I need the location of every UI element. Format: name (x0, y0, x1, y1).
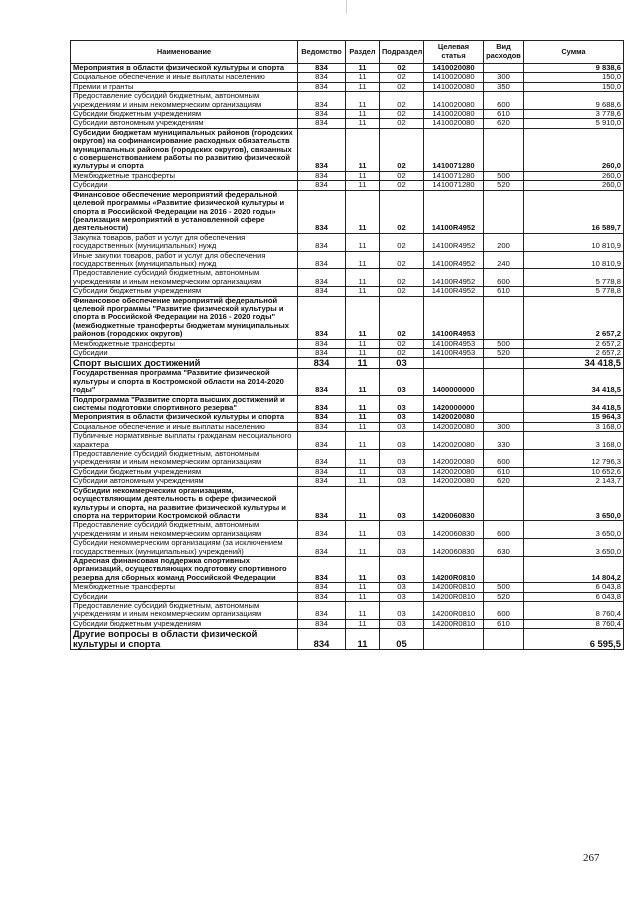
row-dept-cell: 834 (298, 539, 346, 557)
table-row (71, 269, 624, 287)
row-expense-type-cell: 350 (484, 82, 524, 91)
row-article-cell: 14100R4952 (424, 287, 484, 296)
row-name-cell: Субсидии бюджетным учреждениям (71, 467, 298, 476)
row-section-cell: 11 (346, 110, 380, 119)
row-dept-cell: 834 (298, 601, 346, 619)
row-section-cell: 11 (346, 296, 380, 339)
row-subsection-cell: 02 (380, 92, 424, 110)
row-name-cell: Предоставление субсидий бюджетным, автономным учреждениям и иным некоммерческим организациям (71, 269, 298, 287)
row-section-cell: 11 (346, 619, 380, 628)
row-subsection-cell: 02 (380, 339, 424, 348)
row-article-cell: 1420020080 (424, 477, 484, 486)
row-subsection-cell: 03 (380, 583, 424, 592)
row-section-cell: 11 (346, 556, 380, 582)
row-section-cell: 11 (346, 349, 380, 358)
row-article-cell: 14200R0810 (424, 601, 484, 619)
row-sum-cell: 14 804,2 (524, 556, 624, 582)
row-name-cell: Социальное обеспечение и иные выплаты населению (71, 422, 298, 431)
row-section-cell: 11 (346, 119, 380, 128)
row-section-cell: 11 (346, 92, 380, 110)
row-section-cell: 11 (346, 539, 380, 557)
row-article-cell: 1410020080 (424, 82, 484, 91)
row-sum-cell: 2 657,2 (524, 349, 624, 358)
row-sum-cell: 2 657,2 (524, 339, 624, 348)
row-dept-cell: 834 (298, 128, 346, 171)
row-article-cell: 14100R4952 (424, 269, 484, 287)
row-section-cell: 11 (346, 171, 380, 180)
row-article-cell: 1420060830 (424, 539, 484, 557)
row-expense-type-cell: 500 (484, 583, 524, 592)
budget-table (70, 40, 624, 650)
row-section-cell: 11 (346, 477, 380, 486)
row-article-cell: 1420000000 (424, 395, 484, 413)
row-section-cell: 11 (346, 601, 380, 619)
row-dept-cell: 834 (298, 450, 346, 468)
table-row (71, 339, 624, 348)
row-sum-cell: 16 589,7 (524, 190, 624, 233)
row-name-cell: Субсидии автономным учреждениям (71, 477, 298, 486)
row-article-cell (424, 629, 484, 650)
row-name-cell: Мероприятия в области физической культуры и спорта (71, 64, 298, 73)
row-subsection-cell: 03 (380, 395, 424, 413)
table-row (71, 128, 624, 171)
row-section-cell: 11 (346, 190, 380, 233)
row-article-cell: 1410020080 (424, 64, 484, 73)
row-subsection-cell: 03 (380, 467, 424, 476)
table-row (71, 583, 624, 592)
row-sum-cell: 3 778,6 (524, 110, 624, 119)
table-row (71, 287, 624, 296)
row-sum-cell: 3 650,0 (524, 486, 624, 521)
row-subsection-cell: 03 (380, 369, 424, 395)
row-dept-cell: 834 (298, 287, 346, 296)
table-row (71, 296, 624, 339)
row-article-cell: 1410020080 (424, 92, 484, 110)
row-expense-type-cell: 500 (484, 339, 524, 348)
table-row (71, 181, 624, 190)
header-expense-type: Вид расходов (484, 41, 524, 64)
row-expense-type-cell: 300 (484, 73, 524, 82)
row-subsection-cell: 03 (380, 450, 424, 468)
row-section-cell: 11 (346, 467, 380, 476)
table-row (71, 395, 624, 413)
table-row (71, 413, 624, 422)
header-subsection: Подраздел (380, 41, 424, 64)
row-subsection-cell: 03 (380, 358, 424, 369)
row-expense-type-cell (484, 556, 524, 582)
row-name-cell: Государственная программа "Развитие физической культуры и спорта в Костромской области на 2014-2020 годы" (71, 369, 298, 395)
row-expense-type-cell (484, 358, 524, 369)
table-body (71, 64, 624, 650)
header-article: Целевая статья (424, 41, 484, 64)
row-section-cell: 11 (346, 413, 380, 422)
row-dept-cell: 834 (298, 110, 346, 119)
row-name-cell: Межбюджетные трансферты (71, 339, 298, 348)
row-name-cell: Предоставление субсидий бюджетным, автономным учреждениям и иным некоммерческим организациям (71, 521, 298, 539)
row-article-cell: 14100R4952 (424, 233, 484, 251)
row-dept-cell: 834 (298, 521, 346, 539)
row-article-cell: 1420020080 (424, 467, 484, 476)
row-name-cell: Адресная финансовая поддержка спортивных организаций, осуществляющих подготовку спортивного резерва для сборных команд Российской Федерации (71, 556, 298, 582)
row-name-cell: Субсидии некоммерческим организациям (за исключением государственных (муниципальных) учреждений) (71, 539, 298, 557)
row-name-cell: Публичные нормативные выплаты гражданам несоциального характера (71, 432, 298, 450)
row-dept-cell: 834 (298, 358, 346, 369)
row-sum-cell: 2 657,2 (524, 296, 624, 339)
row-name-cell: Финансовое обеспечение мероприятий федеральной целевой программы «Развитие физической культуры и спорта в Российской Федерации на 2016 - 2020 годы» (реализация мероприятий в установленной сфере деятельности) (71, 190, 298, 233)
row-expense-type-cell: 300 (484, 422, 524, 431)
row-subsection-cell: 02 (380, 251, 424, 269)
row-dept-cell: 834 (298, 395, 346, 413)
row-article-cell: 1420060830 (424, 486, 484, 521)
row-expense-type-cell: 620 (484, 119, 524, 128)
row-subsection-cell: 02 (380, 296, 424, 339)
row-sum-cell: 12 796,3 (524, 450, 624, 468)
row-article-cell: 14200R0810 (424, 583, 484, 592)
row-expense-type-cell: 620 (484, 477, 524, 486)
row-subsection-cell: 03 (380, 413, 424, 422)
row-expense-type-cell: 600 (484, 601, 524, 619)
row-article-cell: 1400000000 (424, 369, 484, 395)
row-dept-cell: 834 (298, 413, 346, 422)
row-sum-cell: 150,0 (524, 73, 624, 82)
row-expense-type-cell (484, 413, 524, 422)
row-subsection-cell: 02 (380, 181, 424, 190)
row-subsection-cell: 02 (380, 269, 424, 287)
row-dept-cell: 834 (298, 251, 346, 269)
row-sum-cell: 3 650,0 (524, 539, 624, 557)
row-section-cell: 11 (346, 521, 380, 539)
row-name-cell: Субсидии бюджетным учреждениям (71, 287, 298, 296)
table-row (71, 450, 624, 468)
row-name-cell: Мероприятия в области физической культуры и спорта (71, 413, 298, 422)
row-section-cell: 11 (346, 450, 380, 468)
row-dept-cell: 834 (298, 432, 346, 450)
table-row (71, 92, 624, 110)
table-header-row (71, 41, 624, 64)
row-sum-cell: 2 143,7 (524, 477, 624, 486)
row-expense-type-cell: 600 (484, 92, 524, 110)
row-section-cell: 11 (346, 251, 380, 269)
row-sum-cell: 260,0 (524, 171, 624, 180)
row-article-cell: 1410071280 (424, 181, 484, 190)
table-row (71, 556, 624, 582)
row-section-cell: 11 (346, 422, 380, 431)
row-subsection-cell: 02 (380, 190, 424, 233)
row-article-cell: 1420060830 (424, 521, 484, 539)
row-article-cell (424, 358, 484, 369)
row-subsection-cell: 03 (380, 601, 424, 619)
row-section-cell: 11 (346, 583, 380, 592)
row-subsection-cell: 03 (380, 592, 424, 601)
row-subsection-cell: 02 (380, 349, 424, 358)
row-expense-type-cell (484, 296, 524, 339)
row-sum-cell: 10 810,9 (524, 233, 624, 251)
row-dept-cell: 834 (298, 422, 346, 431)
row-article-cell: 14100R4953 (424, 296, 484, 339)
row-section-cell: 11 (346, 82, 380, 91)
row-section-cell: 11 (346, 395, 380, 413)
row-sum-cell: 34 418,5 (524, 395, 624, 413)
table-row (71, 358, 624, 369)
row-sum-cell: 5 778,8 (524, 287, 624, 296)
row-expense-type-cell: 520 (484, 349, 524, 358)
row-article-cell: 1420020080 (424, 432, 484, 450)
row-sum-cell: 34 418,5 (524, 358, 624, 369)
row-expense-type-cell: 600 (484, 450, 524, 468)
header-sum: Сумма (524, 41, 624, 64)
row-dept-cell: 834 (298, 190, 346, 233)
row-dept-cell: 834 (298, 92, 346, 110)
row-sum-cell: 8 760,4 (524, 619, 624, 628)
row-name-cell: Субсидии бюджетным учреждениям (71, 110, 298, 119)
row-article-cell: 14100R4953 (424, 339, 484, 348)
table-row (71, 251, 624, 269)
row-dept-cell: 834 (298, 339, 346, 348)
row-dept-cell: 834 (298, 556, 346, 582)
row-name-cell: Субсидии бюджетным учреждениям (71, 619, 298, 628)
row-section-cell: 11 (346, 64, 380, 73)
row-section-cell: 11 (346, 592, 380, 601)
row-dept-cell: 834 (298, 486, 346, 521)
row-article-cell: 1410020080 (424, 119, 484, 128)
table-row (71, 233, 624, 251)
header-section: Раздел (346, 41, 380, 64)
row-expense-type-cell: 240 (484, 251, 524, 269)
row-section-cell: 11 (346, 128, 380, 171)
row-subsection-cell: 03 (380, 486, 424, 521)
row-dept-cell: 834 (298, 171, 346, 180)
row-subsection-cell: 02 (380, 233, 424, 251)
row-name-cell: Предоставление субсидий бюджетным, автономным учреждениям и иным некоммерческим организациям (71, 601, 298, 619)
row-expense-type-cell (484, 486, 524, 521)
row-article-cell: 1410020080 (424, 73, 484, 82)
row-subsection-cell: 02 (380, 171, 424, 180)
row-dept-cell: 834 (298, 629, 346, 650)
row-name-cell: Предоставление субсидий бюджетным, автономным учреждениям и иным некоммерческим организациям (71, 92, 298, 110)
table-row (71, 629, 624, 650)
row-sum-cell: 150,0 (524, 82, 624, 91)
row-name-cell: Межбюджетные трансферты (71, 583, 298, 592)
row-subsection-cell: 03 (380, 521, 424, 539)
row-expense-type-cell: 630 (484, 539, 524, 557)
table-row (71, 477, 624, 486)
row-section-cell: 11 (346, 287, 380, 296)
row-subsection-cell: 03 (380, 422, 424, 431)
header-dept: Ведомство (298, 41, 346, 64)
row-name-cell: Субсидии бюджетам муниципальных районов (городских округов) на софинансирование расходных обязательств муниципальных районов (городских округов), связанных с совершенствованием работы по развитию физической культуры и спорта (71, 128, 298, 171)
row-expense-type-cell: 610 (484, 287, 524, 296)
row-expense-type-cell: 610 (484, 467, 524, 476)
row-section-cell: 11 (346, 369, 380, 395)
row-section-cell: 11 (346, 73, 380, 82)
row-subsection-cell: 02 (380, 110, 424, 119)
row-section-cell: 11 (346, 358, 380, 369)
row-section-cell: 11 (346, 269, 380, 287)
table-row (71, 601, 624, 619)
row-article-cell: 1420020080 (424, 450, 484, 468)
row-dept-cell: 834 (298, 119, 346, 128)
row-subsection-cell: 02 (380, 119, 424, 128)
row-article-cell: 14200R0810 (424, 592, 484, 601)
row-sum-cell: 6 595,5 (524, 629, 624, 650)
row-name-cell: Закупка товаров, работ и услуг для обеспечения государственных (муниципальных) нужд (71, 233, 298, 251)
table-row (71, 73, 624, 82)
row-article-cell: 1420020080 (424, 413, 484, 422)
row-sum-cell: 9 688,6 (524, 92, 624, 110)
row-sum-cell: 10 810,9 (524, 251, 624, 269)
row-sum-cell: 3 168,0 (524, 422, 624, 431)
row-sum-cell: 6 043,8 (524, 592, 624, 601)
row-name-cell: Предоставление субсидий бюджетным, автономным учреждениям и иным некоммерческим организациям (71, 450, 298, 468)
row-expense-type-cell (484, 369, 524, 395)
row-section-cell: 11 (346, 339, 380, 348)
page-number: 267 (583, 852, 600, 864)
row-sum-cell: 260,0 (524, 128, 624, 171)
row-name-cell: Межбюджетные трансферты (71, 171, 298, 180)
row-subsection-cell: 03 (380, 432, 424, 450)
row-dept-cell: 834 (298, 181, 346, 190)
row-article-cell: 14100R4952 (424, 190, 484, 233)
row-subsection-cell: 02 (380, 287, 424, 296)
table-row (71, 171, 624, 180)
row-dept-cell: 834 (298, 583, 346, 592)
table-row (71, 486, 624, 521)
row-name-cell: Субсидии (71, 592, 298, 601)
row-dept-cell: 834 (298, 477, 346, 486)
row-dept-cell: 834 (298, 233, 346, 251)
row-subsection-cell: 03 (380, 619, 424, 628)
row-name-cell: Финансовое обеспечение мероприятий федеральной целевой программы "Развитие физической культуры и спорта в Российской Федерации на 2016 - 2020 годы" (межбюджетные трансферты бюджетам муниципальных районов (городских округов) (71, 296, 298, 339)
table-row (71, 432, 624, 450)
row-dept-cell: 834 (298, 269, 346, 287)
row-subsection-cell: 02 (380, 128, 424, 171)
row-name-cell: Субсидии некоммерческим организациям, осуществляющим деятельность в сфере физической культуры и спорта, на развитие физической культуры и спорта на территории Костромской области (71, 486, 298, 521)
row-article-cell: 1410071280 (424, 171, 484, 180)
row-name-cell: Подпрограмма "Развитие спорта высших достижений и системы подготовки спортивного резерва" (71, 395, 298, 413)
header-name: Наименование (71, 41, 298, 64)
row-section-cell: 11 (346, 233, 380, 251)
row-article-cell: 1410020080 (424, 110, 484, 119)
row-name-cell: Субсидии (71, 181, 298, 190)
row-dept-cell: 834 (298, 349, 346, 358)
row-dept-cell: 834 (298, 64, 346, 73)
row-sum-cell: 9 838,6 (524, 64, 624, 73)
row-sum-cell: 5 778,8 (524, 269, 624, 287)
row-name-cell: Иные закупки товаров, работ и услуг для обеспечения государственных (муниципальных) нужд (71, 251, 298, 269)
row-sum-cell: 3 650,0 (524, 521, 624, 539)
row-expense-type-cell: 500 (484, 171, 524, 180)
row-dept-cell: 834 (298, 369, 346, 395)
row-name-cell: Социальное обеспечение и иные выплаты населению (71, 73, 298, 82)
row-expense-type-cell (484, 128, 524, 171)
row-subsection-cell: 03 (380, 556, 424, 582)
row-name-cell: Субсидии (71, 349, 298, 358)
row-article-cell: 1410071280 (424, 128, 484, 171)
row-article-cell: 14200R0810 (424, 556, 484, 582)
table-row (71, 369, 624, 395)
table-row (71, 190, 624, 233)
row-sum-cell: 10 652,6 (524, 467, 624, 476)
row-sum-cell: 15 964,3 (524, 413, 624, 422)
row-section-cell: 11 (346, 486, 380, 521)
row-section-cell: 11 (346, 181, 380, 190)
table-row (71, 119, 624, 128)
row-dept-cell: 834 (298, 73, 346, 82)
row-sum-cell: 8 760,4 (524, 601, 624, 619)
table-row (71, 539, 624, 557)
row-expense-type-cell (484, 190, 524, 233)
row-subsection-cell: 02 (380, 73, 424, 82)
row-expense-type-cell: 330 (484, 432, 524, 450)
row-name-cell: Субсидии автономным учреждениям (71, 119, 298, 128)
row-subsection-cell: 02 (380, 82, 424, 91)
row-expense-type-cell: 200 (484, 233, 524, 251)
row-dept-cell: 834 (298, 467, 346, 476)
row-expense-type-cell: 600 (484, 269, 524, 287)
row-sum-cell: 6 043,8 (524, 583, 624, 592)
row-section-cell: 11 (346, 629, 380, 650)
row-subsection-cell: 02 (380, 64, 424, 73)
row-name-cell: Премии и гранты (71, 82, 298, 91)
row-expense-type-cell: 520 (484, 181, 524, 190)
row-expense-type-cell: 520 (484, 592, 524, 601)
table-row (71, 521, 624, 539)
row-subsection-cell: 03 (380, 477, 424, 486)
row-subsection-cell: 03 (380, 539, 424, 557)
row-dept-cell: 834 (298, 296, 346, 339)
row-sum-cell: 5 910,0 (524, 119, 624, 128)
row-expense-type-cell (484, 629, 524, 650)
row-expense-type-cell (484, 395, 524, 413)
row-article-cell: 14100R4952 (424, 251, 484, 269)
row-name-cell: Спорт высших достижений (71, 358, 298, 369)
row-article-cell: 14100R4953 (424, 349, 484, 358)
row-name-cell: Другие вопросы в области физической культуры и спорта (71, 629, 298, 650)
row-sum-cell: 3 168,0 (524, 432, 624, 450)
row-section-cell: 11 (346, 432, 380, 450)
row-subsection-cell: 05 (380, 629, 424, 650)
row-dept-cell: 834 (298, 619, 346, 628)
row-expense-type-cell: 610 (484, 619, 524, 628)
row-article-cell: 14200R0810 (424, 619, 484, 628)
row-expense-type-cell: 600 (484, 521, 524, 539)
row-dept-cell: 834 (298, 82, 346, 91)
row-article-cell: 1420020080 (424, 422, 484, 431)
row-sum-cell: 260,0 (524, 181, 624, 190)
scan-mark (346, 0, 347, 14)
row-expense-type-cell: 610 (484, 110, 524, 119)
row-sum-cell: 34 418,5 (524, 369, 624, 395)
row-dept-cell: 834 (298, 592, 346, 601)
